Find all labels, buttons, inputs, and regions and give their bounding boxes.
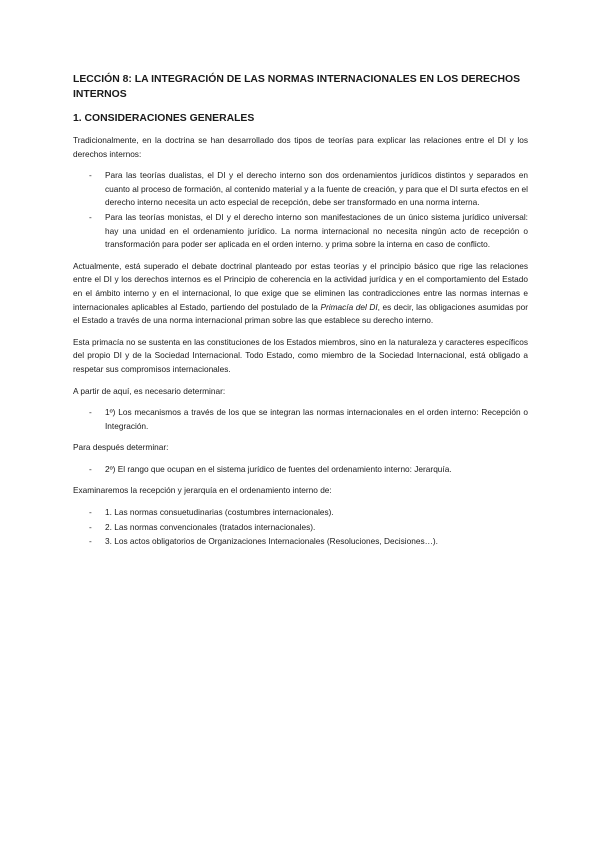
intro-paragraph: Tradicionalmente, en la doctrina se han desarrollado dos tipos de teorías para explicar las relaciones entre el DI y los derechos internos:: [73, 135, 528, 159]
dash-bullet: -: [89, 170, 92, 181]
examine-intro: Examinaremos la recepción y jerarquía en el ordenamiento interno de:: [73, 485, 332, 496]
list-item-text: 1. Las normas consuetudinarias (costumbres internacionales).: [105, 507, 334, 518]
theories-list: [73, 169, 528, 252]
lesson-title: LECCIÓN 8: LA INTEGRACIÓN DE LAS NORMAS INTERNACIONALES EN LOS DERECHOS INTERNOS: [73, 74, 521, 100]
primacy-emphasis: Primacía del DI: [320, 301, 378, 312]
paragraph-text: Actualmente, está superado el debate doctrinal planteado por estas teorías y el principio básico que rige las relaciones entre el DI y los derechos internos es el Principio de coherencia en la actividad jurídica y en el comportamiento del Estado en el ámbito interno y en el internacional, lo que exige que se eliminen las contradicciones entre las normas internas e internacionales aplicables al Estado, partiendo del postulado de la: [73, 260, 528, 312]
list-item: [73, 406, 528, 433]
list-item: [73, 211, 528, 252]
list-item-text: 3. Los actos obligatorios de Organizaciones Internacionales (Resoluciones, Decisiones…).: [105, 536, 438, 547]
theory-monist-text: Para las teorías monistas, el DI y el derecho interno son manifestaciones de un único sistema jurídico universal: hay una unidad en el ordenamiento jurídico. La norma internacional no necesita ningún acto de recepción o transformación para poder ser aplicada en el orden interno. y prima sobre la interna en caso de conflicto.: [105, 211, 528, 250]
examine-list: [73, 506, 528, 549]
list-item-text: 2º) El rango que ocupan en el sistema jurídico de fuentes del ordenamiento interno: Jerarquía.: [105, 463, 452, 474]
paragraph-text: , es decir, las obligaciones asumidas por el Estado a través de una norma internacional priman sobre las que establece su derecho interno.: [73, 301, 529, 326]
determine-intro-2: Para después determinar:: [73, 442, 169, 453]
list-item: [73, 463, 528, 477]
document-body: [73, 72, 528, 557]
list-item: [73, 169, 528, 210]
dash-bullet: -: [89, 211, 92, 222]
list-item: [73, 535, 528, 549]
list-item: [73, 521, 528, 535]
current-principle-paragraph: [73, 260, 528, 328]
dash-bullet: -: [89, 463, 92, 474]
dash-bullet: -: [89, 507, 92, 518]
list-item-text: 1º) Los mecanismos a través de los que se integran las normas internacionales en el orden interno: Recepción o Integración.: [105, 407, 528, 431]
list-item: [73, 506, 528, 520]
primacy-paragraph: Esta primacía no se sustenta en las constituciones de los Estados miembros, sino en la naturaleza y caracteres específicos del propio DI y de la Sociedad Internacional. Todo Estado, como miembro de la Sociedad Internacional, está obligado a respetar sus compromisos internacionales.: [73, 336, 528, 374]
list-item-text: 2. Las normas convencionales (tratados internacionales).: [105, 521, 316, 532]
theory-dualist-text: Para las teorías dualistas, el DI y el derecho interno son dos ordenamientos jurídicos distintos y separados en cuanto al proceso de formación, al contenido material y a la fuente de creación, y para que el DI surta efectos en el derecho interno necesita un acto especial de recepción, debe ser transformado en una norma interna.: [105, 170, 528, 208]
determine-list-1: [73, 406, 528, 433]
determine-intro-1: A partir de aquí, es necesario determinar:: [73, 385, 226, 396]
determine-list-2: [73, 463, 528, 477]
dash-bullet: -: [89, 536, 92, 547]
section-heading: 1. CONSIDERACIONES GENERALES: [73, 113, 255, 124]
dash-bullet: -: [89, 521, 92, 532]
dash-bullet: -: [89, 407, 92, 418]
